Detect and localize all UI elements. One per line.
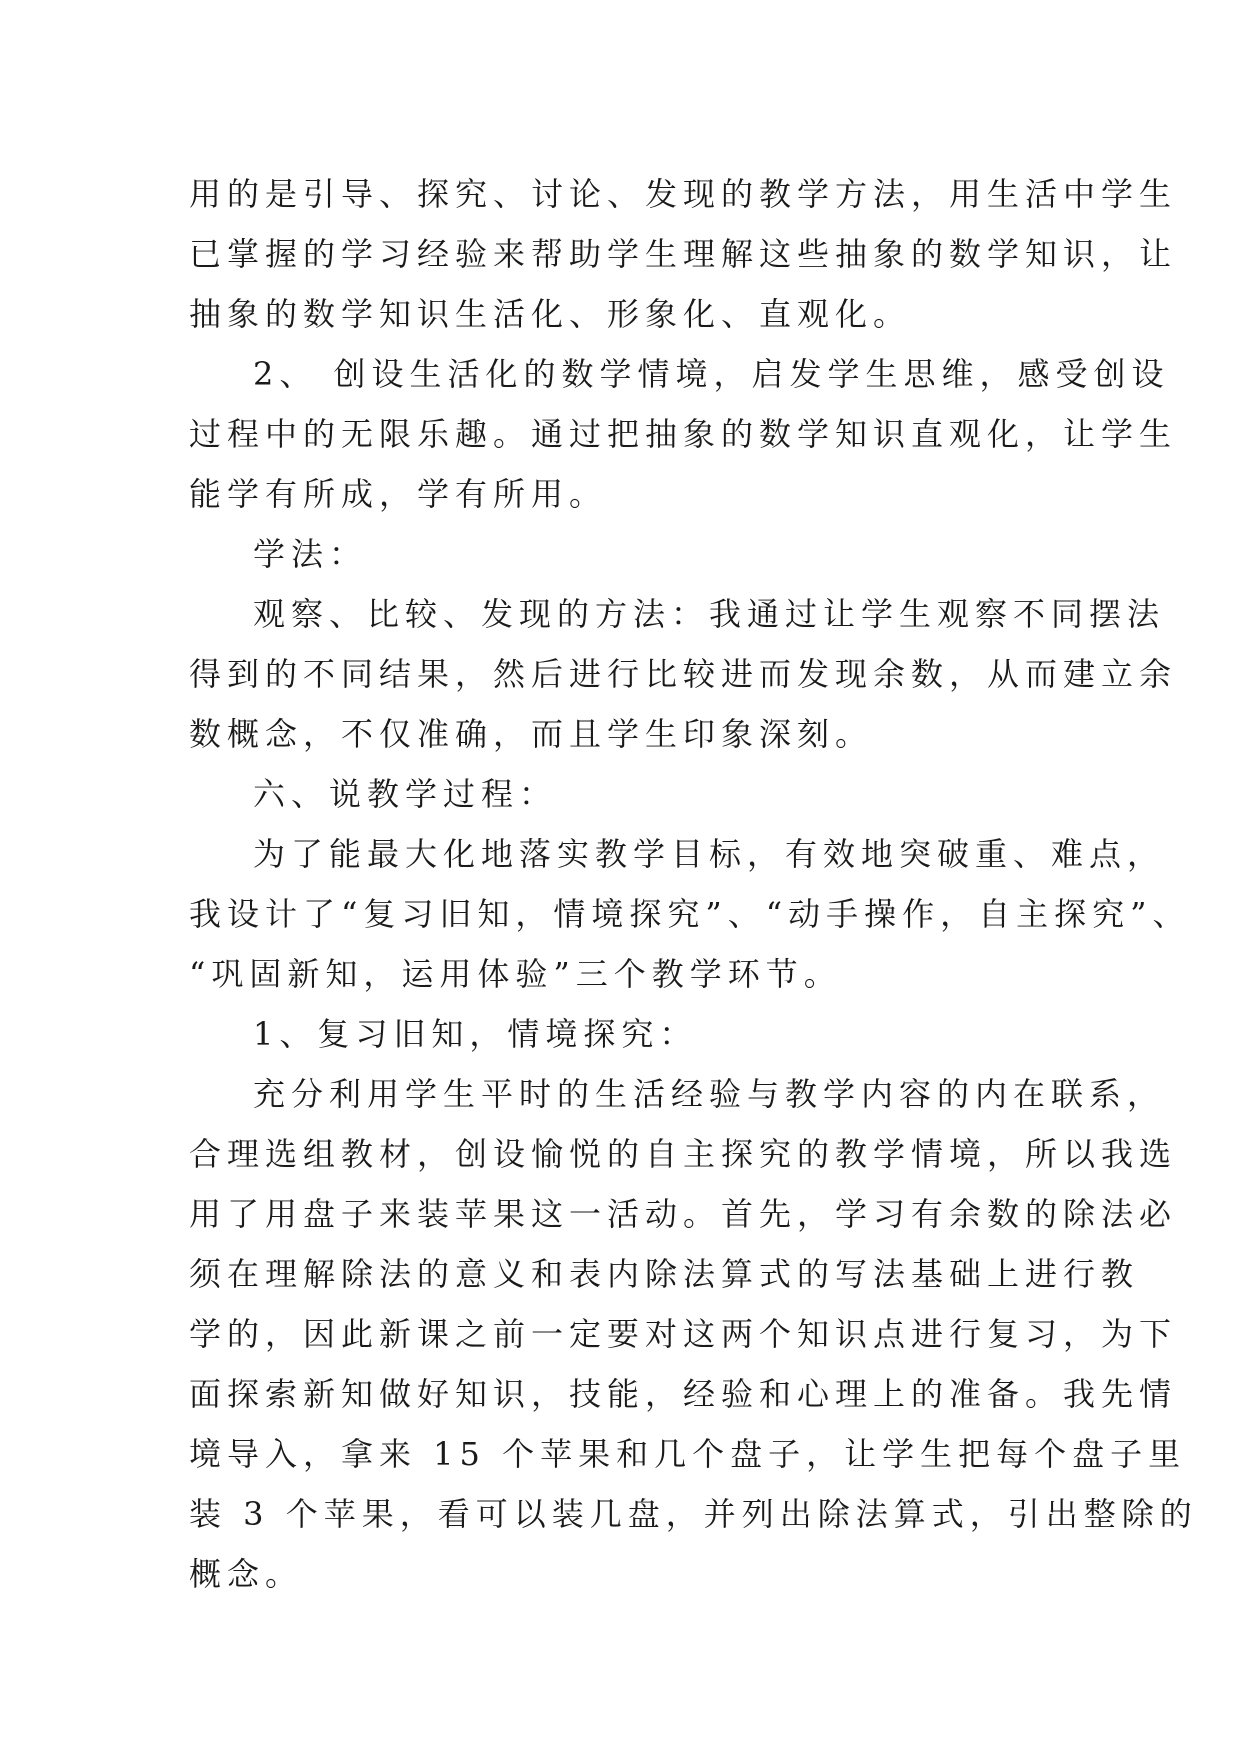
section-heading-study-method: 学法： bbox=[253, 535, 368, 573]
text-line-23: 装 3 个苹果，看可以装几盘，并列出除法算式，引出整除的 bbox=[189, 1495, 1198, 1533]
text-line-18: 用了用盘子来装苹果这一活动。首先，学习有余数的除法必 bbox=[189, 1195, 1178, 1233]
section-heading-teaching-process: 六、说教学过程： bbox=[253, 775, 558, 813]
text-line-21: 面探索新知做好知识，技能，经验和心理上的准备。我先情 bbox=[189, 1375, 1178, 1413]
text-line-17: 合理选组教材，创设愉悦的自主探究的教学情境，所以我选 bbox=[189, 1135, 1178, 1173]
section-heading-review: 1、复习旧知，情境探究： bbox=[253, 1015, 698, 1053]
text-line-10: 数概念，不仅准确，而且学生印象深刻。 bbox=[189, 715, 874, 753]
text-line-2: 已掌握的学习经验来帮助学生理解这些抽象的数学知识，让 bbox=[189, 235, 1178, 273]
text-line-1: 用的是引导、探究、讨论、发现的教学方法，用生活中学生 bbox=[189, 175, 1178, 213]
text-line-5: 过程中的无限乐趣。通过把抽象的数学知识直观化，让学生 bbox=[189, 415, 1178, 453]
text-line-8: 观察、比较、发现的方法：我通过让学生观察不同摆法 bbox=[253, 595, 1166, 633]
text-line-22: 境导入，拿来 15 个苹果和几个盘子，让学生把每个盘子里 bbox=[189, 1435, 1187, 1473]
text-line-12: 为了能最大化地落实教学目标，有效地突破重、难点， bbox=[253, 835, 1166, 873]
text-line-4: 2、 创设生活化的数学情境，启发学生思维，感受创设 bbox=[253, 355, 1170, 393]
text-line-3: 抽象的数学知识生活化、形象化、直观化。 bbox=[189, 295, 912, 333]
text-line-14: “巩固新知，运用体验”三个教学环节。 bbox=[189, 955, 842, 993]
text-line-20: 学的，因此新课之前一定要对这两个知识点进行复习，为下 bbox=[189, 1315, 1178, 1353]
text-line-16: 充分利用学生平时的生活经验与教学内容的内在联系， bbox=[253, 1075, 1166, 1113]
text-line-19: 须在理解除法的意义和表内除法算式的写法基础上进行教 bbox=[189, 1255, 1140, 1293]
document-body bbox=[189, 164, 1198, 1604]
text-line-24: 概念。 bbox=[189, 1555, 304, 1593]
text-line-13: 我设计了“复习旧知，情境探究”、“动手操作，自主探究”、 bbox=[189, 895, 1191, 933]
text-line-9: 得到的不同结果，然后进行比较进而发现余数，从而建立余 bbox=[189, 655, 1178, 693]
text-line-6: 能学有所成，学有所用。 bbox=[189, 475, 608, 513]
